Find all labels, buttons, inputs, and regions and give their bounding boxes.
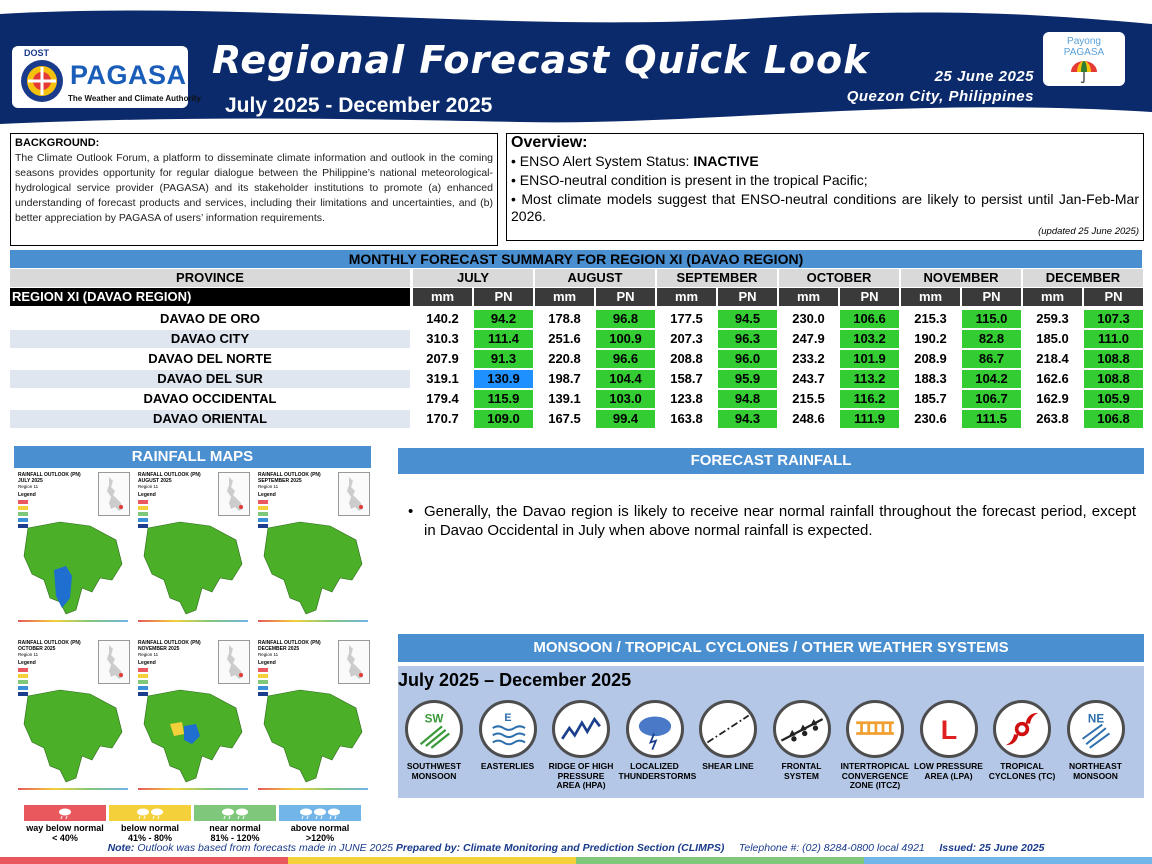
- percent-normal: 104.2: [962, 370, 1021, 388]
- percent-normal: 111.5: [962, 410, 1021, 428]
- legend-swatch: [258, 500, 268, 504]
- month-header: NOVEMBER: [901, 269, 1021, 287]
- percent-normal: 113.2: [840, 370, 899, 388]
- svg-text:L: L: [940, 714, 957, 745]
- svg-text:SW: SW: [424, 712, 444, 726]
- partner-line2: PAGASA: [1063, 47, 1105, 58]
- weather-systems-period: July 2025 – December 2025: [398, 670, 632, 690]
- weather-system-item: [913, 700, 985, 781]
- rainfall-mm: 207.9: [413, 350, 472, 368]
- rainfall-map: [134, 470, 252, 640]
- percent-normal: 111.4: [474, 330, 533, 348]
- map-legend-title: Legend: [258, 492, 276, 498]
- legend-bar: [24, 805, 106, 821]
- davao-region-map: [260, 686, 368, 786]
- footer-note-text: Outlook was based from forecasts made in JUNE 2025: [134, 842, 393, 854]
- forecast-rainfall-title: FORECAST RAINFALL: [398, 448, 1144, 474]
- easterlies-icon: [479, 700, 537, 758]
- footer: [0, 842, 1152, 854]
- weather-system-label: EASTERLIES: [480, 761, 535, 771]
- dost-label: DOST: [24, 48, 50, 58]
- rainfall-mm: 207.3: [657, 330, 716, 348]
- province-name: DAVAO ORIENTAL: [10, 410, 410, 428]
- rainfall-mm: 185.0: [1023, 330, 1082, 348]
- percent-normal: 109.0: [474, 410, 533, 428]
- percent-normal: 82.8: [962, 330, 1021, 348]
- legend-swatch: [138, 668, 148, 672]
- rainfall-mm: 208.9: [901, 350, 960, 368]
- ridge-high-pressure-icon: [552, 700, 610, 758]
- percent-normal: 111.0: [1084, 330, 1143, 348]
- background-panel: [10, 133, 498, 246]
- payong-pagasa-logo: [1043, 32, 1125, 86]
- map-color-strip: [258, 620, 368, 622]
- forecast-period: July 2025 - December 2025: [225, 94, 493, 117]
- rainfall-maps-title: RAINFALL MAPS: [14, 446, 371, 468]
- rainfall-map: [134, 638, 252, 808]
- rainfall-mm: 310.3: [413, 330, 472, 348]
- percent-normal: 96.0: [718, 350, 777, 368]
- rainfall-mm: 178.8: [535, 310, 594, 328]
- percent-normal: 103.2: [840, 330, 899, 348]
- legend-swatch: [258, 668, 268, 672]
- pn-subheader: PN: [1084, 288, 1143, 306]
- month-header: SEPTEMBER: [657, 269, 777, 287]
- map-region: Region 11: [18, 484, 39, 489]
- weather-system-label: LOW PRESSURE AREA (LPA): [914, 761, 983, 781]
- logo-name: PAGASA: [70, 60, 187, 90]
- rainfall-mm: 218.4: [1023, 350, 1082, 368]
- percent-normal: 106.8: [1084, 410, 1143, 428]
- weather-system-item: [398, 700, 470, 781]
- rainfall-mm: 140.2: [413, 310, 472, 328]
- legend-swatch: [138, 500, 148, 504]
- percent-normal: 105.9: [1084, 390, 1143, 408]
- overview-enso-condition: • ENSO-neutral condition is present in the tropical Pacific;: [511, 172, 868, 188]
- umbrella-icon: [1069, 60, 1099, 84]
- page-header: [0, 0, 1152, 128]
- pn-subheader: PN: [596, 288, 655, 306]
- forecast-rainfall-text: • Generally, the Davao region is likely to receive near normal rainfall throughout the forecast period, except in Davao Occidental in July when above normal rainfall is expected.: [408, 503, 1136, 539]
- issue-date: 25 June 2025: [934, 68, 1034, 85]
- pn-subheader: PN: [474, 288, 533, 306]
- legend-bar: [279, 805, 361, 821]
- legend-swatch: [258, 506, 268, 510]
- percent-normal: 86.7: [962, 350, 1021, 368]
- month-header: JULY: [413, 269, 533, 287]
- itcz-icon: [846, 700, 904, 758]
- rainfall-mm: 215.3: [901, 310, 960, 328]
- rainfall-mm: 220.8: [535, 350, 594, 368]
- province-name: DAVAO OCCIDENTAL: [10, 390, 410, 408]
- rainfall-mm: 215.5: [779, 390, 838, 408]
- rainfall-mm: 170.7: [413, 410, 472, 428]
- weather-system-label: SHEAR LINE: [702, 761, 754, 771]
- rainfall-map: [254, 638, 372, 808]
- rainfall-mm: 162.6: [1023, 370, 1082, 388]
- mm-subheader: mm: [413, 288, 472, 306]
- legend-label-category: way below normal: [26, 823, 104, 833]
- map-region: Region 11: [138, 652, 159, 657]
- footer-note-label: Note:: [107, 842, 135, 854]
- rainfall-mm: 139.1: [535, 390, 594, 408]
- percent-normal: 91.3: [474, 350, 533, 368]
- map-title: RAINFALL OUTLOOK (PN): [18, 472, 81, 478]
- mm-subheader: mm: [1023, 288, 1082, 306]
- map-region: Region 11: [258, 652, 279, 657]
- map-region: Region 11: [138, 484, 159, 489]
- legend-bar: [194, 805, 276, 821]
- percent-normal: 107.3: [1084, 310, 1143, 328]
- province-name: DAVAO DEL NORTE: [10, 350, 410, 368]
- legend-label: [103, 823, 197, 843]
- legend-swatch: [258, 674, 268, 678]
- rainfall-mm: 177.5: [657, 310, 716, 328]
- davao-region-map: [140, 686, 248, 786]
- footer-issued: Issued: 25 June 2025: [939, 842, 1045, 854]
- rainfall-map: [14, 470, 132, 640]
- tropical-cyclone-icon: [993, 700, 1051, 758]
- svg-text:E: E: [503, 711, 512, 724]
- pn-subheader: PN: [840, 288, 899, 306]
- legend-swatch: [258, 680, 268, 684]
- legend-swatch: [18, 668, 28, 672]
- percent-normal: 130.9: [474, 370, 533, 388]
- rainfall-mm: 179.4: [413, 390, 472, 408]
- province-name: DAVAO CITY: [10, 330, 410, 348]
- weather-systems-title: MONSOON / TROPICAL CYCLONES / OTHER WEATHER SYSTEMS: [398, 634, 1144, 662]
- month-header: OCTOBER: [779, 269, 899, 287]
- legend-swatch: [18, 500, 28, 504]
- overview-panel: [506, 133, 1144, 241]
- map-month: OCTOBER 2025: [18, 646, 56, 652]
- map-title: RAINFALL OUTLOOK (PN): [258, 472, 321, 478]
- month-header: AUGUST: [535, 269, 655, 287]
- weather-system-item: [692, 700, 764, 772]
- map-color-strip: [18, 788, 128, 790]
- weather-system-label: INTERTROPICAL CONVERGENCE ZONE (ITCZ): [840, 761, 910, 790]
- weather-system-label: LOCALIZED THUNDERSTORMS: [618, 761, 697, 781]
- map-month: SEPTEMBER 2025: [258, 478, 302, 484]
- legend-label-category: above normal: [290, 823, 350, 833]
- map-color-strip: [258, 788, 368, 790]
- mm-subheader: mm: [657, 288, 716, 306]
- rainfall-map: [254, 470, 372, 640]
- weather-system-label: RIDGE OF HIGH PRESSURE AREA (HPA): [548, 761, 614, 790]
- percent-normal: 96.6: [596, 350, 655, 368]
- rainfall-mm: 233.2: [779, 350, 838, 368]
- mm-subheader: mm: [535, 288, 594, 306]
- percent-normal: 99.4: [596, 410, 655, 428]
- weather-system-item: [472, 700, 544, 772]
- map-color-strip: [18, 620, 128, 622]
- percent-normal: 94.8: [718, 390, 777, 408]
- footer-telephone: Telephone #: (02) 8284-0800 local 4921: [738, 842, 925, 854]
- logo-tagline: The Weather and Climate Authority: [68, 94, 201, 103]
- legend-label-range: < 40%: [52, 833, 78, 843]
- map-title: RAINFALL OUTLOOK (PN): [138, 472, 201, 478]
- legend-swatch: [18, 506, 28, 510]
- rainfall-mm: 251.6: [535, 330, 594, 348]
- thunderstorm-icon: [626, 700, 684, 758]
- percent-normal: 111.9: [840, 410, 899, 428]
- pn-subheader: PN: [962, 288, 1021, 306]
- map-title: RAINFALL OUTLOOK (PN): [258, 640, 321, 646]
- percent-normal: 116.2: [840, 390, 899, 408]
- partner-line1: Payong: [1067, 36, 1101, 47]
- davao-region-map: [20, 686, 128, 786]
- overview-enso-status: • ENSO Alert System Status: INACTIVE: [511, 153, 759, 169]
- location-inset-map: [218, 640, 250, 684]
- weather-system-item: [1060, 700, 1132, 781]
- legend-swatch: [18, 512, 28, 516]
- rainfall-map: [14, 638, 132, 808]
- legend-swatch: [138, 512, 148, 516]
- percent-normal: 108.8: [1084, 350, 1143, 368]
- map-legend-title: Legend: [18, 492, 36, 498]
- legend-label-category: near normal: [209, 823, 261, 833]
- issue-info: [847, 67, 1034, 107]
- percent-normal: 95.9: [718, 370, 777, 388]
- rainfall-mm: 163.8: [657, 410, 716, 428]
- frontal-system-icon: [773, 700, 831, 758]
- legend-swatch: [18, 674, 28, 678]
- legend-label: [18, 823, 112, 843]
- northeast-monsoon-icon: [1067, 700, 1125, 758]
- province-name: DAVAO DE ORO: [10, 310, 410, 328]
- percent-normal: 108.8: [1084, 370, 1143, 388]
- legend-swatch: [138, 674, 148, 678]
- shear-line-icon: [699, 700, 757, 758]
- rainfall-mm: 162.9: [1023, 390, 1082, 408]
- map-legend-title: Legend: [138, 492, 156, 498]
- location-inset-map: [338, 640, 370, 684]
- legend-label: [188, 823, 282, 843]
- percent-normal: 106.7: [962, 390, 1021, 408]
- percent-normal: 96.3: [718, 330, 777, 348]
- svg-text:NE: NE: [1087, 712, 1104, 726]
- rainfall-mm: 123.8: [657, 390, 716, 408]
- map-month: DECEMBER 2025: [258, 646, 300, 652]
- overview-updated: (updated 25 June 2025): [1038, 226, 1139, 237]
- weather-system-label: NORTHEAST MONSOON: [1069, 761, 1122, 781]
- percent-normal: 103.0: [596, 390, 655, 408]
- background-title: BACKGROUND:: [15, 137, 100, 149]
- rainfall-mm: 319.1: [413, 370, 472, 388]
- map-month: NOVEMBER 2025: [138, 646, 180, 652]
- location-inset-map: [98, 640, 130, 684]
- map-month: JULY 2025: [18, 478, 43, 484]
- map-color-strip: [138, 788, 248, 790]
- percent-normal: 101.9: [840, 350, 899, 368]
- month-header: DECEMBER: [1023, 269, 1143, 287]
- percent-normal: 94.3: [718, 410, 777, 428]
- weather-system-label: TROPICAL CYCLONES (TC): [988, 761, 1056, 781]
- low-pressure-icon: [920, 700, 978, 758]
- map-legend-title: Legend: [18, 660, 36, 666]
- percent-normal: 106.6: [840, 310, 899, 328]
- rainfall-mm: 230.0: [779, 310, 838, 328]
- legend-label-range: 41% - 80%: [127, 833, 173, 843]
- rainfall-mm: 259.3: [1023, 310, 1082, 328]
- overview-title: Overview:: [511, 134, 588, 151]
- pagasa-seal-icon: [20, 59, 64, 103]
- legend-label-range: 81% - 120%: [210, 833, 260, 843]
- legend-label-range: >120%: [305, 833, 335, 843]
- weather-system-item: [839, 700, 911, 791]
- page-title: Regional Forecast Quick Look: [212, 38, 870, 82]
- mm-subheader: mm: [779, 288, 838, 306]
- legend-swatch: [18, 680, 28, 684]
- weather-system-item: [986, 700, 1058, 781]
- percent-normal: 115.9: [474, 390, 533, 408]
- rainfall-mm: 190.2: [901, 330, 960, 348]
- weather-system-item: [618, 700, 697, 781]
- percent-normal: 115.0: [962, 310, 1021, 328]
- weather-system-item: [766, 700, 838, 781]
- map-legend-title: Legend: [138, 660, 156, 666]
- rainfall-mm: 185.7: [901, 390, 960, 408]
- map-color-strip: [138, 620, 248, 622]
- pn-subheader: PN: [718, 288, 777, 306]
- percent-normal: 104.4: [596, 370, 655, 388]
- rainfall-mm: 198.7: [535, 370, 594, 388]
- legend-label-category: below normal: [120, 823, 179, 833]
- rainfall-mm: 243.7: [779, 370, 838, 388]
- percent-normal: 100.9: [596, 330, 655, 348]
- footer-prepared: Prepared by: Climate Monitoring and Prediction Section (CLIMPS): [395, 842, 725, 854]
- percent-normal: 96.8: [596, 310, 655, 328]
- map-month: AUGUST 2025: [138, 478, 172, 484]
- legend-label: [273, 823, 367, 843]
- map-region: Region 11: [258, 484, 279, 489]
- map-title: RAINFALL OUTLOOK (PN): [138, 640, 201, 646]
- percent-normal: 94.5: [718, 310, 777, 328]
- enso-status-badge: INACTIVE: [693, 153, 759, 169]
- weather-systems-panel: [398, 666, 1144, 798]
- percent-normal: 94.2: [474, 310, 533, 328]
- location-inset-map: [338, 472, 370, 516]
- location-inset-map: [98, 472, 130, 516]
- weather-system-label: SOUTHWEST MONSOON: [406, 761, 462, 781]
- rainfall-mm: 248.6: [779, 410, 838, 428]
- rainfall-mm: 230.6: [901, 410, 960, 428]
- overview-enso-outlook: • Most climate models suggest that ENSO-neutral conditions are likely to persist until Jan-Feb-Mar 2026.: [511, 191, 1139, 224]
- pagasa-logo: [12, 46, 201, 108]
- davao-region-map: [20, 518, 128, 618]
- legend-swatch: [138, 506, 148, 510]
- rainfall-mm: 247.9: [779, 330, 838, 348]
- weather-system-label: FRONTAL SYSTEM: [781, 761, 822, 781]
- mm-subheader: mm: [901, 288, 960, 306]
- southwest-monsoon-icon: [405, 700, 463, 758]
- province-header: PROVINCE: [10, 269, 410, 287]
- region-label: REGION XI (DAVAO REGION): [10, 288, 410, 306]
- rainfall-mm: 158.7: [657, 370, 716, 388]
- map-region: Region 11: [18, 652, 39, 657]
- footer-color-bar: [0, 857, 1152, 864]
- map-title: RAINFALL OUTLOOK (PN): [18, 640, 81, 646]
- davao-region-map: [140, 518, 248, 618]
- rainfall-mm: 188.3: [901, 370, 960, 388]
- location-inset-map: [218, 472, 250, 516]
- province-name: DAVAO DEL SUR: [10, 370, 410, 388]
- davao-region-map: [260, 518, 368, 618]
- legend-swatch: [138, 680, 148, 684]
- legend-bar: [109, 805, 191, 821]
- weather-system-item: [545, 700, 617, 791]
- legend-swatch: [258, 512, 268, 516]
- rainfall-mm: 263.8: [1023, 410, 1082, 428]
- rainfall-mm: 208.8: [657, 350, 716, 368]
- rainfall-mm: 167.5: [535, 410, 594, 428]
- issue-location: Quezon City, Philippines: [846, 88, 1034, 105]
- forecast-table-title: MONTHLY FORECAST SUMMARY FOR REGION XI (DAVAO REGION): [10, 250, 1142, 268]
- map-legend-title: Legend: [258, 660, 276, 666]
- background-text: The Climate Outlook Forum, a platform to disseminate climate information and outlook in the coming seasons provides opportunity for regular dialogue between the Philippine’s national meteorological-hydrological service provider (PAGASA) and its stakeholder institutions to promote (a) enhanced understanding of forecast products and services, including their limitations and uncertainties, and (b) better appreciation by PAGASA of users’ information requirements.: [15, 152, 493, 224]
